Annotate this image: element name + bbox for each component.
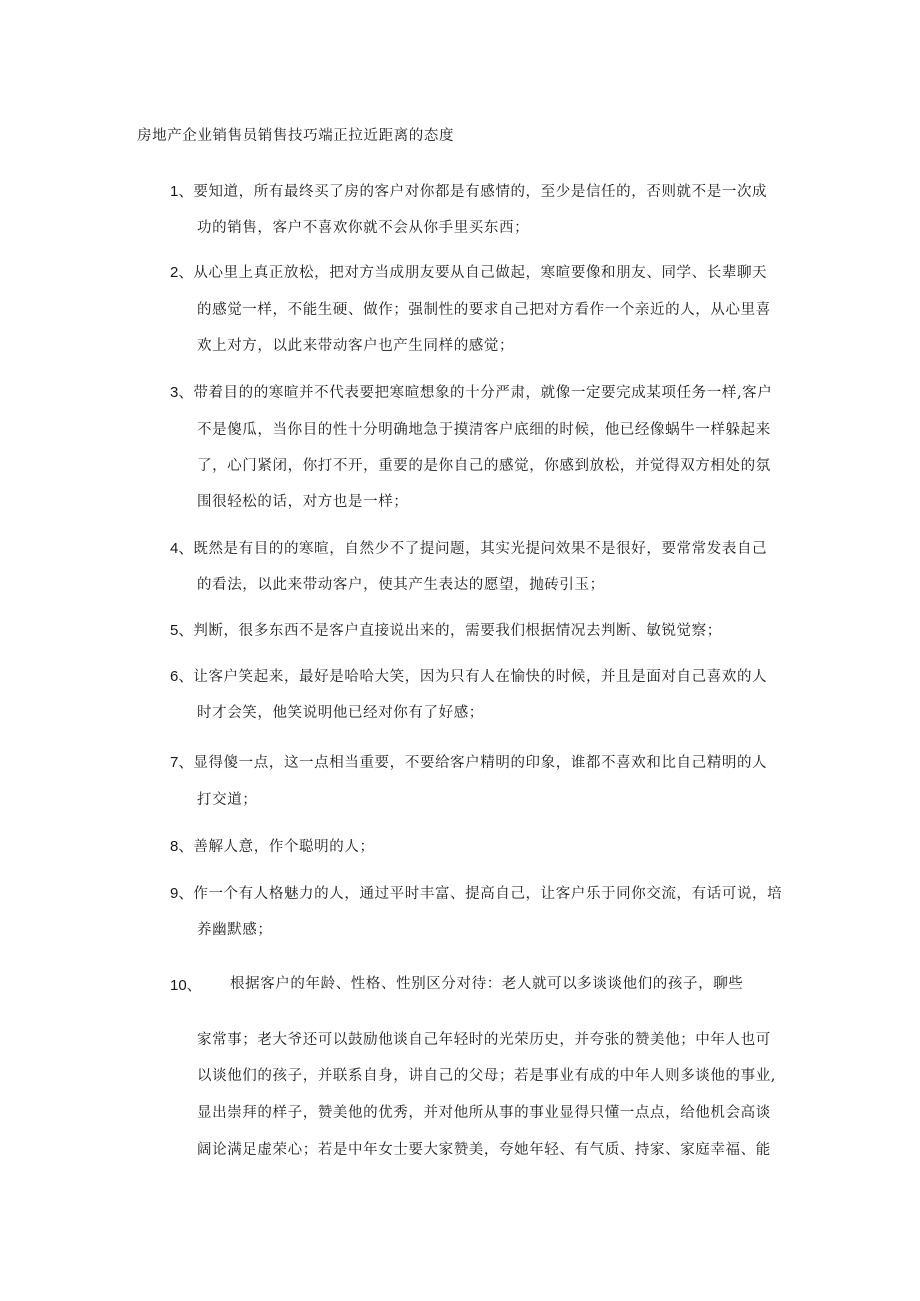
item-number: 4、: [170, 540, 194, 557]
item-number: 8、: [170, 838, 194, 855]
item-text-line: 既然是有目的的寒暄，自然少不了提问题，其实光提问效果不是很好，要常常发表自己: [193, 541, 768, 557]
item-number: 1、: [170, 183, 194, 200]
item-number: 3、: [170, 384, 194, 401]
item-text-line: 判断，很多东西不是客户直接说出来的，需要我们根据情况去判断、敏锐觉察；: [193, 623, 722, 639]
item-number: 7、: [170, 754, 194, 771]
item-text-line: 善解人意，作个聪明的人；: [193, 839, 375, 855]
item-number: 9、: [170, 885, 194, 902]
item-text-line: 显得傻一点，这一点相当重要，不要给客户精明的印象，谁都不喜欢和比自己精明的人: [193, 755, 768, 771]
item-text-line: 养幽默感；: [197, 922, 273, 938]
item-text-line: 家常事；老大爷还可以鼓励他谈自己年轻时的光荣历史，并夸张的赞美他；中年人也可: [197, 1032, 771, 1048]
item-text-line: 带着目的的寒暄并不代表要把寒暄想象的十分严肃，就像一定要完成某项任务一样,客户: [193, 385, 773, 401]
item-number: 10、: [170, 977, 202, 994]
item-text-line: 的感觉一样，不能生硬、做作；强制性的要求自己把对方看作一个亲近的人，从心里喜: [197, 302, 771, 318]
item-text-line: 功的销售，客户不喜欢你就不会从你手里买东西；: [197, 220, 530, 236]
item-text-line: 显出崇拜的样子，赞美他的优秀，并对他所从事的事业显得只懂一点点，给他机会高谈: [197, 1105, 771, 1121]
item-text-line: 不是傻瓜，当你目的性十分明确地急于摸清客户底细的时候，他已经像蜗牛一样躲起来: [197, 422, 771, 438]
item-number: 5、: [170, 622, 194, 639]
item-text-line: 从心里上真正放松，把对方当成朋友要从自己做起，寒暄要像和朋友、同学、长辈聊天: [193, 265, 768, 281]
item-text-line: 围很轻松的话，对方也是一样；: [197, 494, 409, 510]
item-text-line: 欢上对方，以此来带动客户也产生同样的感觉；: [197, 338, 515, 354]
item-text-line: 了，心门紧闭，你打不开，重要的是你自己的感觉，你感到放松，并觉得双方相处的氛: [197, 458, 771, 474]
item-text-line: 以谈他们的孩子，并联系自身，讲自己的父母；若是事业有成的中年人则多谈他的事业,: [197, 1068, 777, 1084]
item-text-line: 让客户笑起来，最好是哈哈大笑，因为只有人在愉快的时候，并且是面对自己喜欢的人: [193, 669, 768, 685]
item-text-line: 阔论满足虚荣心；若是中年女士要大家赞美，夸她年轻、有气质、持家、家庭幸福、能: [197, 1142, 771, 1158]
item-text-line: 打交道；: [197, 792, 258, 808]
item-number: 2、: [170, 264, 194, 281]
document-title: 房地产企业销售员销售技巧端正拉近距离的态度: [137, 128, 455, 144]
item-text-line: 要知道，所有最终买了房的客户对你都是有感情的，至少是信任的，否则就不是一次成: [193, 184, 768, 200]
item-text-line: 作一个有人格魅力的人，通过平时丰富、提高自己，让客户乐于同你交流，有话可说，培: [193, 886, 783, 902]
item-text-line: 的看法，以此来带动客户，使其产生表达的愿望，抛砖引玉；: [197, 577, 605, 593]
item-number: 6、: [170, 668, 194, 685]
item-text-line: 根据客户的年龄、性格、性别区分对待：老人就可以多谈谈他们的孩子，聊些: [230, 976, 744, 992]
item-text-line: 时才会笑，他笑说明他已经对你有了好感；: [197, 705, 484, 721]
